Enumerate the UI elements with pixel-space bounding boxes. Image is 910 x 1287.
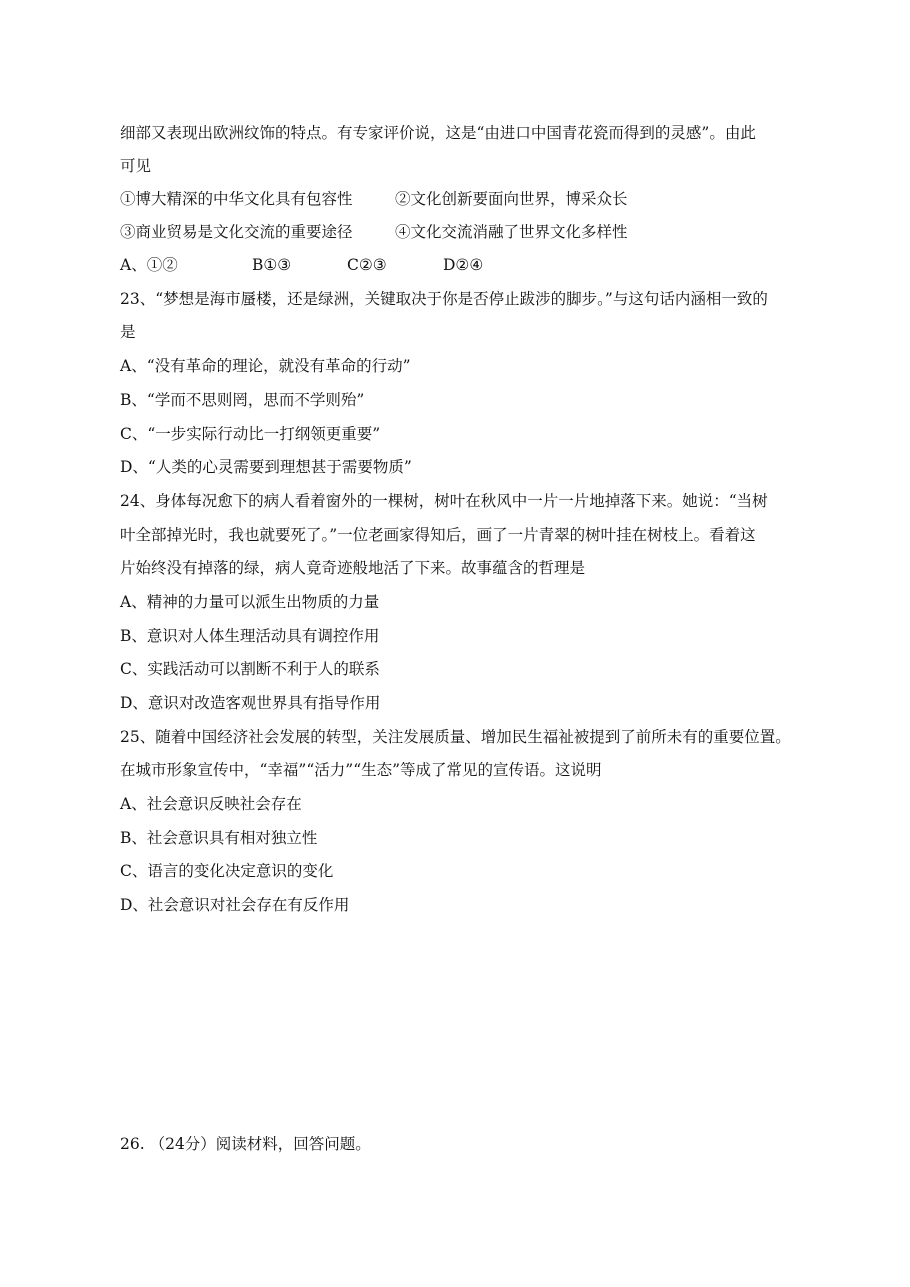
q22-stem-line-1: 细部又表现出欧洲纹饰的特点。有专家评价说，这是“由进口中国青花瓷而得到的灵感”。由此 [120, 124, 756, 142]
q22-stem-line-2: 可见 [120, 157, 152, 175]
q24-stem-line-2: 叶全部掉光时，我也就要死了。”一位老画家得知后，画了一片青翠的树叶挂在树枝上。看着这 [120, 526, 756, 544]
q23-stem-line-2: 是 [120, 323, 136, 341]
q24-option-a: A、精神的力量可以派生出物质的力量 [120, 593, 380, 611]
q23-option-c: C、“一步实际行动比一打纲领更重要” [120, 425, 381, 443]
q23-stem-line-1: 23、“梦想是海市蜃楼，还是绿洲，关键取决于你是否停止跋涉的脚步。”与这句话内涵相一致的 [120, 290, 768, 308]
q25-option-c: C、语言的变化决定意识的变化 [120, 862, 334, 880]
q22-item-1: ①博大精深的中华文化具有包容性 [120, 190, 353, 208]
q23-option-a: A、“没有革命的理论，就没有革命的行动” [120, 357, 411, 375]
q24-stem-line-3: 片始终没有掉落的绿，病人竟奇迹般地活了下来。故事蕴含的哲理是 [120, 559, 586, 577]
q22-item-3: ③商业贸易是文化交流的重要途径 [120, 223, 353, 241]
q22-item-4: ④文化交流消融了世界文化多样性 [395, 223, 628, 241]
q22-item-2: ②文化创新要面向世界，博采众长 [395, 190, 628, 208]
q24-option-d: D、意识对改造客观世界具有指导作用 [120, 694, 381, 712]
q22-option-a: A、①② [120, 256, 178, 274]
q24-stem-line-1: 24、身体每况愈下的病人看着窗外的一棵树，树叶在秋风中一片一片地掉落下来。她说：“当树 [120, 492, 768, 510]
q23-option-b: B、“学而不思则罔，思而不学则殆” [120, 391, 365, 409]
q24-option-b: B、意识对人体生理活动具有调控作用 [120, 627, 380, 645]
q25-option-b: B、社会意识具有相对独立性 [120, 829, 318, 847]
q25-option-a: A、社会意识反映社会存在 [120, 795, 302, 813]
q22-option-b: B①③ [252, 256, 292, 274]
q24-option-c: C、实践活动可以割断不利于人的联系 [120, 660, 380, 678]
q26-stem-line-1: 26. （24分）阅读材料，回答问题。 [120, 1135, 371, 1153]
q25-option-d: D、社会意识对社会存在有反作用 [120, 896, 350, 914]
q22-option-d: D②④ [443, 256, 484, 274]
q23-option-d: D、“人类的心灵需要到理想甚于需要物质” [120, 458, 412, 476]
q25-stem-line-1: 25、随着中国经济社会发展的转型，关注发展质量、增加民生福祉被提到了前所未有的重要位置。 [120, 728, 791, 746]
q22-option-c: C②③ [347, 256, 387, 274]
q25-stem-line-2: 在城市形象宣传中，“幸福”“活力”“生态”等成了常见的宣传语。这说明 [120, 761, 602, 779]
